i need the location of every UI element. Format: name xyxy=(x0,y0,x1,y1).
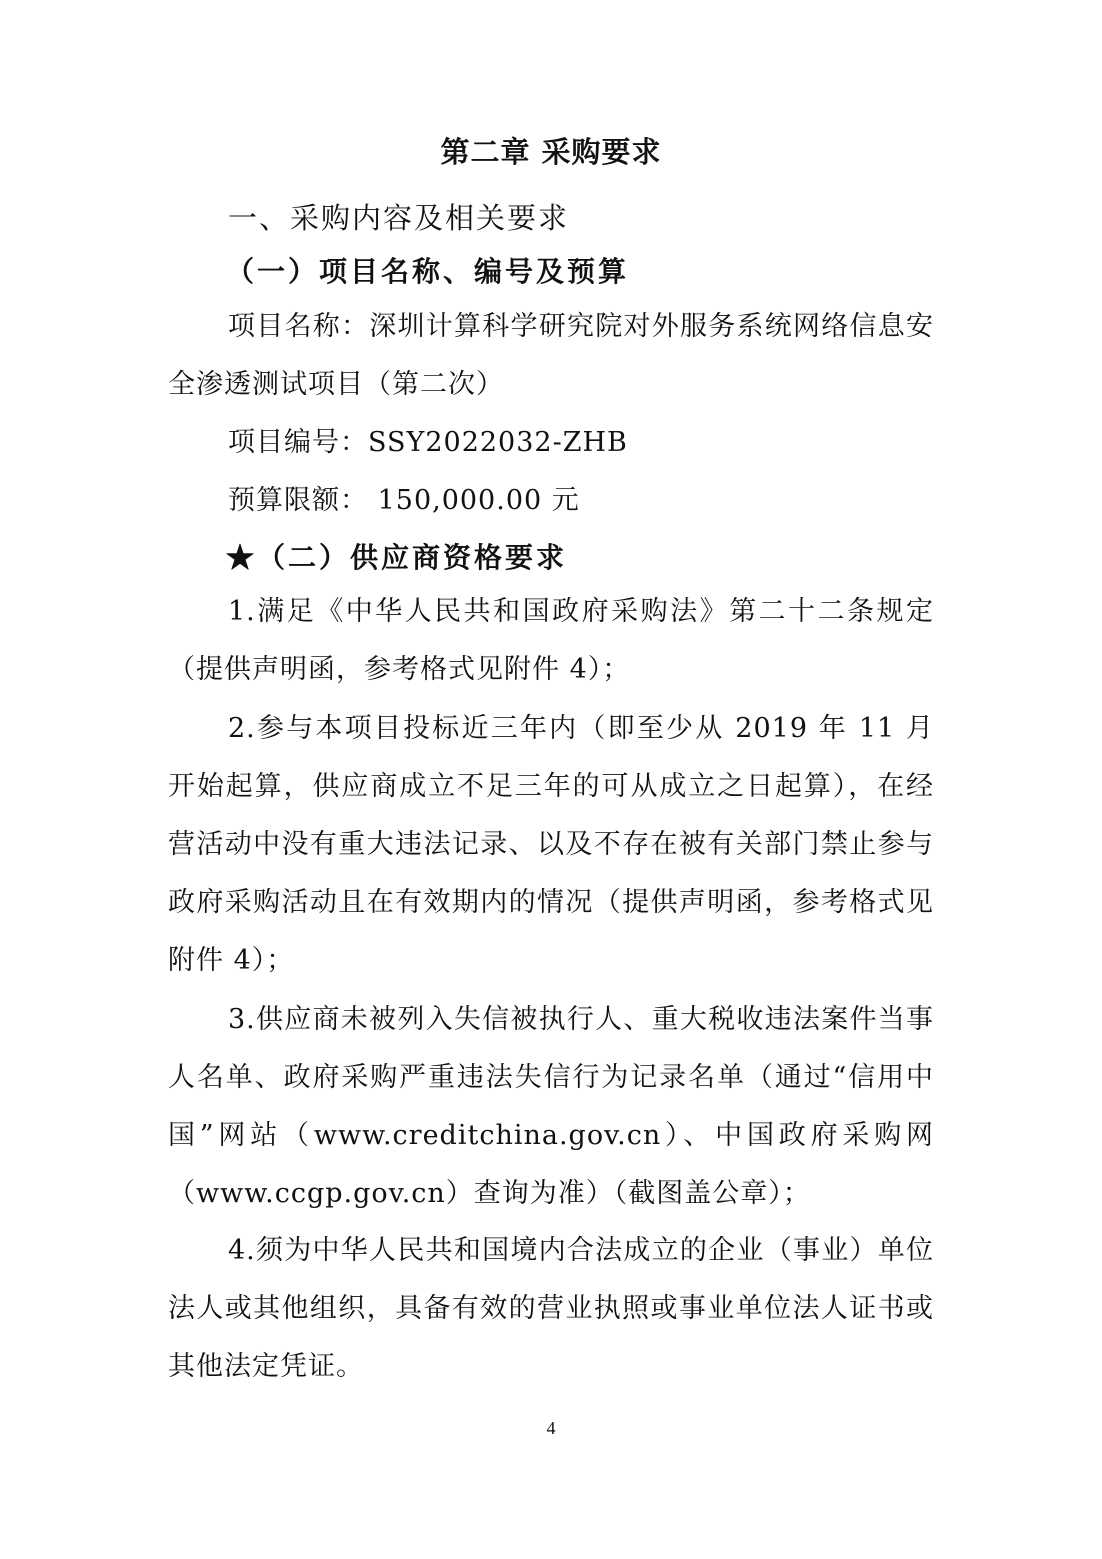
requirement-item-4: 4.须为中华人民共和国境内合法成立的企业（事业）单位法人或其他组织，具备有效的营业执照或事业单位法人证书或其他法定凭证。 xyxy=(168,1235,934,1382)
requirement-item-3: 3.供应商未被列入失信被执行人、重大税收违法案件当事人名单、政府采购严重违法失信行为记录名单（通过“信用中国”网站（www.creditchina.gov.cn）、中国政府采购网（www.ccgp.gov.cn）查询为准）（截图盖公章）； xyxy=(168,1004,934,1209)
page-number: 4 xyxy=(546,1418,556,1438)
budget-line: 预算限额： 150,000.00 元 xyxy=(228,485,580,516)
project-name-paragraph: 项目名称：深圳计算科学研究院对外服务系统网络信息安全渗透测试项目（第二次） xyxy=(168,311,934,400)
chapter-title: 第二章 采购要求 xyxy=(440,135,662,169)
subsection-heading-project: （一）项目名称、编号及预算 xyxy=(226,255,630,288)
subsection-heading-qualifications: ★（二）供应商资格要求 xyxy=(226,541,568,574)
requirement-item-2: 2.参与本项目投标近三年内（即至少从 2019 年 11 月开始起算，供应商成立不足三年的可从成立之日起算），在经营活动中没有重大违法记录、以及不存在被有关部门禁止参与政府采购活动且在有效期内的情况（提供声明函，参考格式见附件 4）； xyxy=(168,713,934,976)
project-number-line: 项目编号：SSY2022032-ZHB xyxy=(228,427,628,458)
requirement-item-1: 1.满足《中华人民共和国政府采购法》第二十二条规定（提供声明函，参考格式见附件 4）； xyxy=(168,596,934,685)
section-heading: 一、采购内容及相关要求 xyxy=(228,201,570,235)
